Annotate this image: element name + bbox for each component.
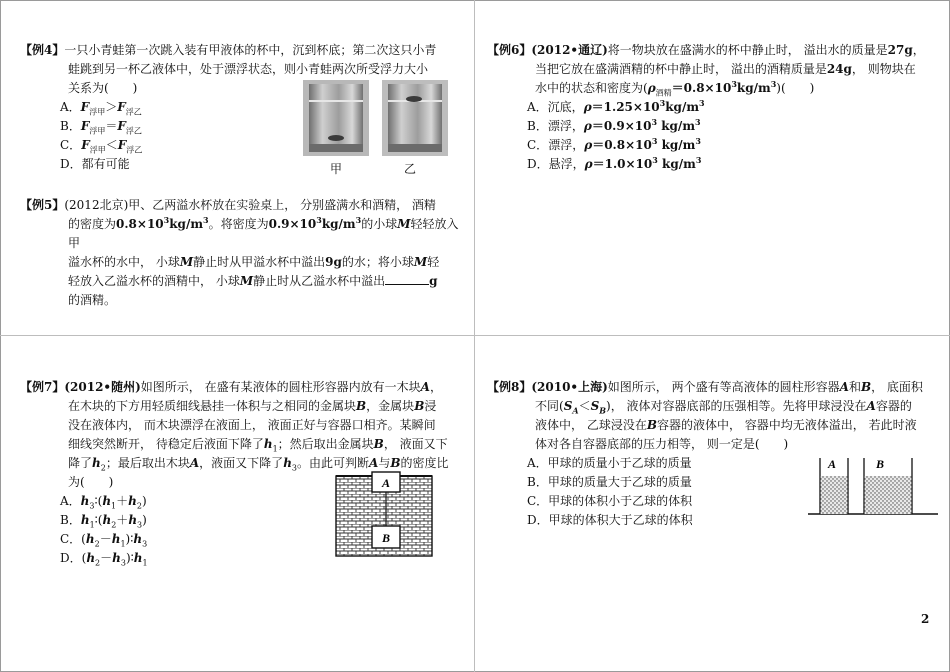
page-number: 2	[921, 612, 930, 626]
option-a: A．$F_{浮甲}>F_{浮乙}$	[60, 100, 142, 117]
container-b-label: B	[876, 457, 885, 471]
example-8: 【例8】(2010•上海)如图所示， 两个盛有等高液体的圆柱形容器A和B， 底面积 不同$(S_A<S_B)$， 液体对容器底部的压强相等。先将甲球浸没在A容器的 液体中， 乙球浸没在B容器的液体中， 容器中均无液体溢出， 若此时液 体对各自容器底部的压力相等， 则一定是( ) A．甲球的质量小于乙球的质量 B．甲球的质量大于乙球的质量 C．甲球的体积小于乙球的体积 D．甲球的体积大于乙球的体积	[487, 378, 942, 530]
vertical-divider	[474, 0, 475, 672]
container-diagram	[334, 470, 436, 558]
example-6: 【例6】(2012•通辽)将一物块放在盛满水的杯中静止时， 溢出水的质量是27g， 当把它放在盛满酒精的杯中静止时， 溢出的酒精质量是24g， 则物块在 水中的状态和密度为$(\rho_{酒精}=0.8\times 10^3kg/m^3)$( ) A．沉底，$\rho=1.25\times 10^3kg/m^3$ B．漂浮，$\rho=0.9\times 10^3$ $kg/m^3$ C．漂浮，$\rho=0.8\times 10^3$ $kg/m^3$ D．悬浮，$\rho=1.0\times 10^3$ $kg/m^3$	[487, 41, 942, 174]
option-d: D．甲球的体积大于乙球的体积	[527, 513, 693, 527]
example-7: 【例7】(2012•随州)如图所示， 在盛有某液体的圆柱形容器内放有一木块A， 在木块的下方用轻质细线悬挂一体积与之相同的金属块B，金属块B浸 没在液体内， 而木块漂浮在液面上， 液面正好与容器口相齐。某瞬间 细线突然断开， 待稳定后液面下降了$h_1$；然后取出金属块B， 液面又下 降了$h_2$；最后取出木块A，液面又下降了$h_3$。由此可判断A与B的密度比 为( ) A．$h_3∶(h_1+h_2)$ B．$h_1∶(h_2+h_3)$ C．$(h_2-h_1)∶h_3$ D．$(h_2-h_3)∶h_1$	[20, 378, 470, 568]
option-a: A．甲球的质量小于乙球的质量	[527, 456, 692, 470]
container-a-label: A	[828, 457, 837, 471]
answer-blank	[385, 272, 429, 285]
example-4-line2: 蛙跳到另一杯乙液体中，处于漂浮状态，则小青蛙两次所受浮力大小	[68, 62, 429, 76]
option-a: A．沉底，$\rho=1.25\times 10^3kg/m^3$	[527, 98, 705, 114]
liquid-b	[865, 476, 912, 514]
block-a-label: A	[381, 476, 391, 490]
option-c: C．漂浮，$\rho=0.8\times 10^3$ $kg/m^3$	[527, 136, 701, 152]
example-4-line1: 一只小青蛙第一次跳入装有甲液体的杯中，沉到杯底；第二次这只小青	[64, 43, 437, 57]
example-5-tag: 【例5】	[20, 198, 65, 212]
caption-yi: 乙	[404, 162, 417, 176]
option-b: B．漂浮，$\rho=0.9\times 10^3$ $kg/m^3$	[527, 117, 701, 133]
example-7-tag: 【例7】	[20, 380, 65, 394]
option-c: C．$(h_2-h_1)∶h_3$	[60, 532, 148, 549]
option-b: B．$F_{浮甲}=F_{浮乙}$	[60, 119, 142, 136]
caption-jia: 甲	[330, 162, 343, 176]
example-8-tag: 【例8】	[487, 380, 532, 394]
example-4-tag: 【例4】	[20, 43, 65, 57]
horizontal-divider	[0, 335, 950, 336]
option-c: C．$F_{浮甲}<F_{浮乙}$	[60, 138, 143, 155]
option-d: D．悬浮，$\rho=1.0\times 10^3$ $kg/m^3$	[527, 155, 702, 171]
option-c: C．甲球的体积小于乙球的体积	[527, 494, 693, 508]
example-6-tag: 【例6】	[487, 43, 532, 57]
frog-floating-icon	[406, 96, 422, 102]
frog-at-bottom-icon	[328, 135, 344, 141]
option-a: A．$h_3∶(h_1+h_2)$	[60, 494, 147, 511]
example-5: 【例5】(2012北京)甲、乙两溢水杯放在实验桌上， 分别盛满水和酒精， 酒精 的密度为$0.8\times 10^3kg/m^3$。将密度为$0.9\times 10^3kg/m^3$的小球M轻轻放入甲 溢水杯的水中， 小球M静止时从甲溢水杯中溢出9g的水；将小球M轻 轻放入乙溢水杯的酒精中， 小球M静止时从乙溢水杯中溢出 g 的酒精。	[20, 198, 459, 307]
option-d: D．都有可能	[60, 157, 130, 171]
liquid-a	[821, 476, 848, 514]
example-4-line3: 关系为( )	[68, 81, 138, 95]
block-b-label: B	[381, 531, 391, 545]
option-b: B．$h_1∶(h_2+h_3)$	[60, 513, 147, 530]
cylinders-diagram	[808, 454, 938, 520]
option-d: D．$(h_2-h_3)∶h_1$	[60, 551, 148, 568]
frog-glasses-photo	[303, 80, 468, 156]
option-b: B．甲球的质量大于乙球的质量	[527, 475, 692, 489]
